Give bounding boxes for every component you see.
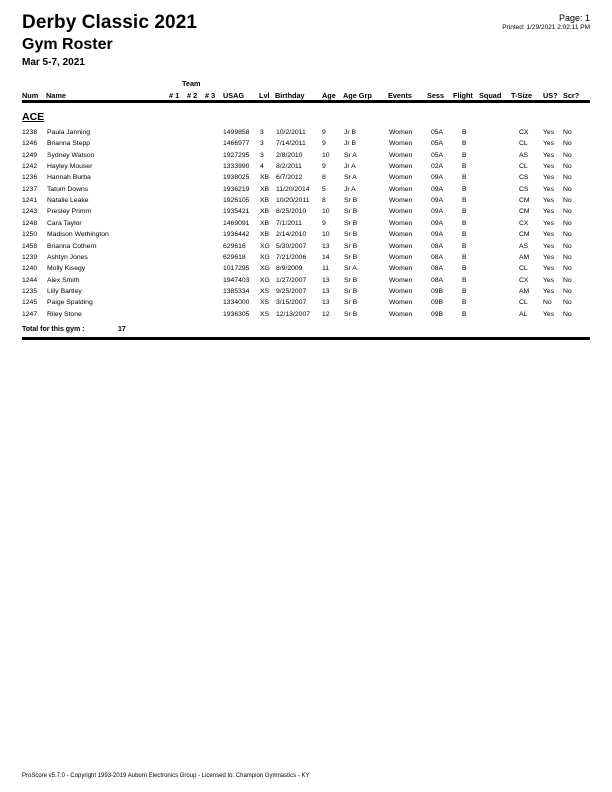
cell-age: 10 [322, 231, 330, 239]
cell-age: 12 [322, 310, 330, 318]
cell-lvl: XS [260, 287, 270, 295]
cell-sess: 08A [431, 265, 444, 273]
cell-birthday: 2/14/2010 [276, 231, 307, 239]
cell-events: Women [389, 287, 413, 295]
cell-name: Cara Taylor [47, 219, 82, 227]
cell-name: Brianna Cothern [47, 242, 97, 250]
cell-tsize: AM [519, 253, 530, 261]
header-divider [22, 100, 590, 103]
page-subtitle: Gym Roster [22, 36, 113, 53]
cell-birthday: 7/21/2006 [276, 253, 307, 261]
cell-birthday: 10/2/2011 [276, 129, 306, 136]
cell-flight: B [462, 276, 467, 284]
cell-tsize: AS [519, 242, 529, 250]
cell-num: 1246 [22, 140, 38, 148]
cell-lvl: XS [260, 299, 270, 307]
cell-us: Yes [543, 197, 555, 205]
page-label: Page: [558, 13, 583, 23]
cell-lvl: XB [260, 197, 270, 205]
footer-copyright: ProScore v5.7.0 - Copyright 1993-2019 Auburn Electronics Group - Licensed to: Champion Gymnastics - KY [22, 773, 310, 779]
cell-flight: B [462, 287, 467, 295]
cell-age: 10 [322, 151, 330, 159]
cell-flight: B [462, 299, 467, 307]
cell-lvl: XB [260, 185, 270, 193]
cell-us: Yes [543, 242, 555, 250]
cell-scr: No [563, 140, 572, 148]
cell-sess: 05A [431, 140, 444, 148]
cell-tsize: CL [519, 299, 528, 307]
cell-events: Women [389, 231, 413, 239]
cell-tsize: CM [519, 197, 530, 205]
cell-us: Yes [543, 208, 555, 216]
cell-age: 10 [322, 208, 330, 216]
cell-events: Women [389, 208, 413, 216]
column-header-lvl: Lvl [259, 91, 270, 100]
cell-age-grp: Sr B [344, 219, 358, 227]
page-number [559, 13, 590, 23]
cell-events: Women [389, 276, 413, 284]
cell-usag: 1936442 [223, 231, 250, 239]
cell-scr: No [563, 151, 572, 159]
cell-age: 9 [322, 140, 326, 148]
cell-scr: No [563, 253, 572, 261]
column-header-squad: Squad [479, 91, 502, 100]
cell-tsize: AS [519, 151, 529, 159]
cell-us: Yes [543, 140, 555, 148]
cell-age: 11 [322, 265, 330, 273]
cell-events: Women [389, 185, 413, 193]
cell-lvl: XG [260, 265, 270, 273]
cell-usag: 1385334 [223, 287, 250, 295]
cell-flight: B [462, 231, 467, 239]
cell-flight: B [462, 265, 467, 273]
cell-flight: B [462, 163, 467, 171]
cell-name: Tatum Downs [47, 185, 89, 193]
cell-usag: 629616 [223, 242, 246, 250]
cell-num: 1245 [22, 299, 38, 307]
cell-tsize: CS [519, 174, 529, 182]
cell-name: Paula Janning [47, 129, 91, 136]
cell-birthday: 12/13/2007 [276, 310, 311, 318]
cell-age-grp: Sr B [344, 287, 358, 295]
cell-events: Women [389, 129, 413, 136]
cell-events: Women [389, 299, 413, 307]
cell-flight: B [462, 129, 467, 136]
cell-us: Yes [543, 151, 555, 159]
cell-num: 1247 [22, 310, 38, 318]
cell-flight: B [462, 219, 467, 227]
cell-scr: No [563, 276, 572, 284]
cell-birthday: 7/1/2011 [276, 219, 302, 227]
cell-num: 1242 [22, 163, 38, 171]
column-header-name: Name [46, 91, 66, 100]
cell-tsize: AL [519, 310, 528, 318]
cell-us: Yes [543, 310, 555, 318]
cell-events: Women [389, 163, 413, 171]
cell-num: 1243 [22, 208, 38, 216]
cell-birthday: 8/25/2010 [276, 208, 307, 216]
cell-tsize: CL [519, 140, 528, 148]
cell-age-grp: Sr A [344, 151, 357, 159]
cell-sess: 09A [431, 219, 444, 227]
cell-sess: 09A [431, 231, 444, 239]
cell-age: 5 [322, 185, 326, 193]
cell-tsize: CX [519, 219, 529, 227]
cell-name: Hannah Burba [47, 174, 91, 182]
cell-us: Yes [543, 219, 555, 227]
cell-age: 9 [322, 219, 326, 227]
cell-sess: 09B [431, 299, 444, 307]
cell-events: Women [389, 253, 413, 261]
cell-age-grp: Sr B [344, 242, 358, 250]
column-header-team-2: # 2 [187, 91, 198, 100]
cell-age: 9 [322, 163, 326, 171]
cell-name: Alex Smith [47, 276, 80, 284]
cell-age-grp: Sr B [344, 299, 358, 307]
cell-sess: 08A [431, 242, 444, 250]
gym-total-label: Total for this gym : [22, 326, 85, 333]
cell-lvl: XG [260, 276, 270, 284]
cell-birthday: 3/15/2007 [276, 299, 307, 307]
cell-us: Yes [543, 276, 555, 284]
cell-us: Yes [543, 163, 555, 171]
cell-scr: No [563, 197, 572, 205]
cell-tsize: CM [519, 208, 530, 216]
cell-scr: No [563, 265, 572, 273]
cell-num: 1458 [22, 242, 38, 250]
cell-sess: 09A [431, 185, 444, 193]
column-header-age-grp: Age Grp [343, 91, 372, 100]
cell-usag: 1469091 [223, 219, 250, 227]
cell-us: Yes [543, 253, 555, 261]
cell-age-grp: Sr B [344, 197, 358, 205]
cell-lvl: XB [260, 208, 270, 216]
cell-usag: 1936219 [223, 185, 250, 193]
column-header-tsize: T-Size [511, 91, 533, 100]
cell-lvl: 3 [260, 129, 264, 136]
column-header-sess: Sess [427, 91, 445, 100]
cell-usag: 1938025 [223, 174, 250, 182]
cell-birthday: 2/8/2010 [276, 151, 303, 159]
cell-events: Women [389, 219, 413, 227]
cell-num: 1248 [22, 219, 38, 227]
cell-events: Women [389, 151, 413, 159]
cell-sess: 09B [431, 310, 444, 318]
column-header-flight: Flight [453, 91, 473, 100]
cell-us: Yes [543, 265, 555, 273]
cell-sess: 09A [431, 208, 444, 216]
cell-name: Lilly Bartley [47, 287, 82, 295]
cell-usag: 1935421 [223, 208, 250, 216]
cell-num: 1249 [22, 151, 38, 159]
cell-age-grp: Sr B [344, 208, 358, 216]
cell-age-grp: Sr A [344, 174, 357, 182]
cell-name: Sydney Watson [47, 151, 95, 159]
column-header-scr: Scr? [563, 91, 580, 100]
cell-events: Women [389, 310, 413, 318]
cell-num: 1235 [22, 287, 38, 295]
cell-num: 1238 [22, 129, 38, 136]
column-header-us: US? [543, 91, 558, 100]
cell-usag: 1333990 [223, 163, 250, 171]
cell-usag: 1926105 [223, 197, 250, 205]
cell-scr: No [563, 242, 572, 250]
cell-usag: 1466977 [223, 140, 250, 148]
column-header-age: Age [322, 91, 336, 100]
cell-birthday: 1/27/2007 [276, 276, 307, 284]
cell-tsize: CL [519, 163, 528, 171]
cell-us: No [543, 299, 552, 307]
cell-flight: B [462, 140, 467, 148]
cell-us: Yes [543, 231, 555, 239]
cell-age-grp: Sr B [344, 276, 358, 284]
cell-usag: 1334000 [223, 299, 250, 307]
printed-timestamp: Printed: 1/29/2021 2:02:11 PM [502, 24, 590, 31]
cell-tsize: CM [519, 231, 530, 239]
column-header-num: Num [22, 91, 39, 100]
cell-sess: 08A [431, 253, 444, 261]
cell-us: Yes [543, 287, 555, 295]
cell-tsize: CL [519, 265, 528, 273]
cell-age-grp: Sr A [344, 265, 357, 273]
cell-us: Yes [543, 185, 555, 193]
gym-name: ACE [22, 111, 45, 123]
cell-age: 13 [322, 287, 330, 295]
cell-age: 8 [322, 197, 326, 205]
cell-usag: 1947403 [223, 276, 250, 284]
column-group-team: Team [182, 79, 201, 88]
cell-age-grp: Sr B [344, 310, 358, 318]
cell-usag: 1017295 [223, 265, 250, 273]
cell-events: Women [389, 174, 413, 182]
column-header-team-3: # 3 [205, 91, 216, 100]
cell-name: Riley Stone [47, 310, 82, 318]
cell-usag: 629618 [223, 253, 246, 261]
cell-sess: 02A [431, 163, 444, 171]
cell-num: 1240 [22, 265, 38, 273]
cell-name: Brianna Stepp [47, 140, 91, 148]
cell-sess: 09A [431, 197, 444, 205]
cell-birthday: 10/20/2011 [276, 197, 310, 205]
column-header-events: Events [388, 91, 412, 100]
cell-lvl: XS [260, 310, 270, 318]
cell-birthday: 7/14/2011 [276, 140, 306, 148]
total-divider [22, 337, 590, 340]
cell-age: 13 [322, 276, 330, 284]
cell-flight: B [462, 174, 467, 182]
cell-name: Molly Kisegy [47, 265, 86, 273]
cell-us: Yes [543, 129, 555, 136]
cell-name: Presley Primm [47, 208, 92, 216]
cell-num: 1250 [22, 231, 38, 239]
column-header-team-1: # 1 [169, 91, 180, 100]
cell-name: Ashtyn Jones [47, 253, 88, 261]
cell-age-grp: Sr B [344, 231, 358, 239]
cell-lvl: XB [260, 231, 270, 239]
cell-tsize: CS [519, 185, 529, 193]
page-title: Derby Classic 2021 [22, 12, 198, 33]
cell-birthday: 6/7/2012 [276, 174, 303, 182]
cell-scr: No [563, 129, 572, 136]
cell-age: 14 [322, 253, 330, 261]
column-header-birthday: Birthday [275, 91, 305, 100]
cell-scr: No [563, 231, 572, 239]
cell-scr: No [563, 287, 572, 295]
cell-flight: B [462, 242, 467, 250]
cell-birthday: 11/20/2014 [276, 185, 310, 193]
cell-scr: No [563, 299, 572, 307]
cell-tsize: CX [519, 129, 529, 136]
gym-total-value: 17 [118, 326, 126, 333]
cell-name: Natalie Leake [47, 197, 89, 205]
column-header-usag: USAG [223, 91, 245, 100]
cell-flight: B [462, 151, 467, 159]
cell-age-grp: Jr B [344, 129, 357, 136]
cell-flight: B [462, 208, 467, 216]
cell-lvl: XB [260, 219, 270, 227]
cell-age: 13 [322, 242, 330, 250]
cell-age: 8 [322, 174, 326, 182]
cell-lvl: XB [260, 174, 270, 182]
cell-age-grp: Sr B [344, 253, 358, 261]
cell-flight: B [462, 197, 467, 205]
cell-sess: 09B [431, 287, 444, 295]
cell-lvl: 3 [260, 140, 264, 148]
cell-age: 13 [322, 299, 330, 307]
cell-events: Women [389, 197, 413, 205]
cell-events: Women [389, 140, 413, 148]
cell-usag: 1499858 [223, 129, 250, 136]
cell-birthday: 9/25/2007 [276, 287, 307, 295]
cell-lvl: XG [260, 242, 270, 250]
cell-flight: B [462, 310, 467, 318]
cell-age-grp: Jr A [344, 185, 356, 193]
cell-num: 1239 [22, 253, 38, 261]
cell-num: 1241 [22, 197, 38, 205]
cell-num: 1237 [22, 185, 38, 193]
cell-sess: 08A [431, 276, 444, 284]
cell-scr: No [563, 219, 572, 227]
cell-age-grp: Jr B [344, 140, 357, 148]
cell-flight: B [462, 253, 467, 261]
cell-lvl: 4 [260, 163, 264, 171]
cell-age-grp: Jr A [344, 163, 356, 171]
page-number-value: 1 [584, 13, 590, 23]
cell-scr: No [563, 185, 572, 193]
cell-scr: No [563, 174, 572, 182]
cell-events: Women [389, 242, 413, 250]
cell-sess: 05A [431, 129, 444, 136]
cell-name: Madison Wethington [47, 231, 109, 239]
meet-dates: Mar 5-7, 2021 [22, 57, 85, 68]
cell-lvl: XG [260, 253, 270, 261]
cell-num: 1244 [22, 276, 38, 284]
cell-usag: 1936305 [223, 310, 250, 318]
cell-scr: No [563, 310, 572, 318]
cell-num: 1236 [22, 174, 38, 182]
cell-birthday: 8/2/2011 [276, 163, 302, 171]
cell-flight: B [462, 185, 467, 193]
cell-sess: 09A [431, 174, 444, 182]
cell-tsize: AM [519, 287, 530, 295]
cell-scr: No [563, 208, 572, 216]
cell-birthday: 5/30/2007 [276, 242, 307, 250]
cell-scr: No [563, 163, 572, 171]
cell-us: Yes [543, 174, 555, 182]
cell-tsize: CX [519, 276, 529, 284]
cell-sess: 05A [431, 151, 444, 159]
cell-lvl: 3 [260, 151, 264, 159]
cell-name: Hayley Mouser [47, 163, 93, 171]
cell-birthday: 8/9/2009 [276, 265, 303, 273]
cell-events: Women [389, 265, 413, 273]
cell-age: 9 [322, 129, 326, 136]
cell-usag: 1927295 [223, 151, 250, 159]
cell-name: Paige Spalding [47, 299, 93, 307]
